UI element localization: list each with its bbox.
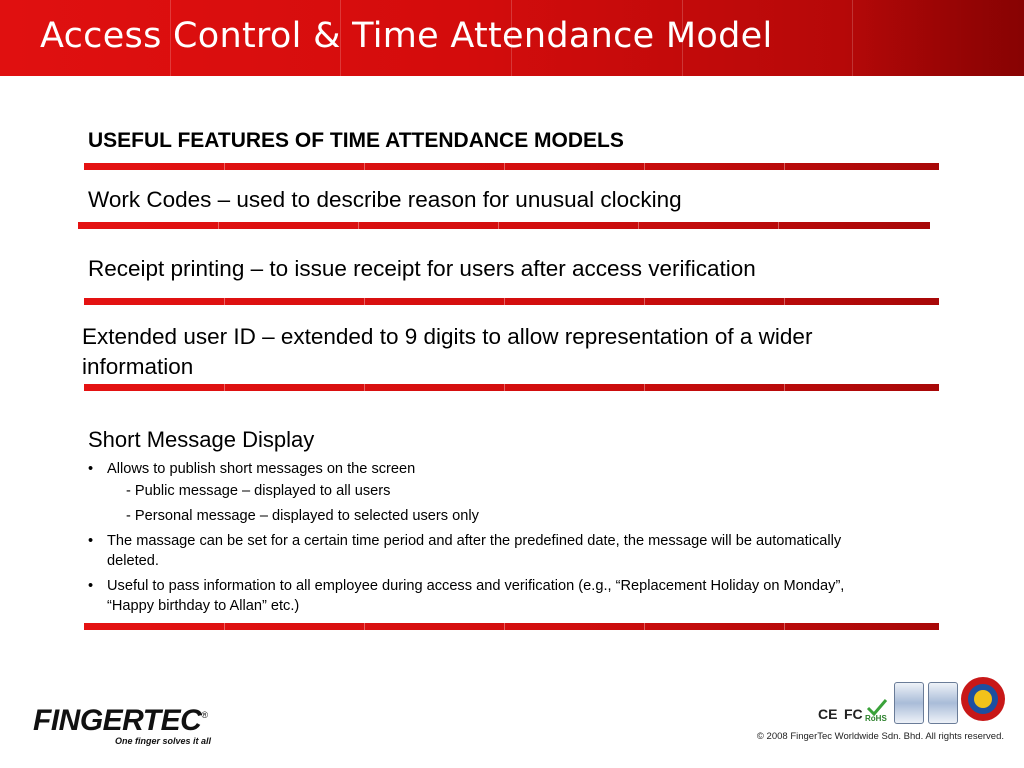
bullet-item (88, 531, 888, 571)
feature-work-codes: Work Codes – used to describe reason for unusual clocking (88, 187, 682, 212)
feature-short-message-title: Short Message Display (88, 427, 315, 452)
bullet-dot: • (88, 578, 94, 594)
fc-mark-icon: FC (844, 706, 863, 722)
bullet-text: Allows to publish short messages on the screen (107, 461, 416, 477)
fingertec-logo (33, 706, 233, 746)
divider-bar (84, 298, 939, 305)
sub-item-personal: - Personal message – displayed to selected users only (126, 508, 479, 524)
rohs-icon (864, 698, 890, 722)
feature-extended-user-id: Extended user ID – extended to 9 digits to allow representation of a wider information (82, 324, 813, 379)
certificate-badge-icon (928, 682, 958, 724)
certificate-badge-icon (894, 682, 924, 724)
divider-bar (84, 384, 939, 391)
banner-shade (844, 0, 1024, 76)
bullet-text: The massage can be set for a certain time period and after the predefined date, the message will be automatically deleted. (107, 533, 842, 569)
sub-list (107, 481, 888, 526)
feature-receipt-printing: Receipt printing – to issue receipt for users after access verification (88, 256, 756, 281)
logo-tagline: One finger solves it all (115, 736, 212, 746)
sub-item-public: - Public message – displayed to all users (126, 483, 391, 499)
copyright-notice: © 2008 FingerTec Worldwide Sdn. Bhd. All rights reserved. (756, 731, 1004, 742)
made-in-malaysia-seal-icon (960, 676, 1006, 722)
svg-text:RoHS: RoHS (865, 714, 887, 722)
short-message-bullets (88, 459, 888, 621)
divider-bar (78, 222, 930, 229)
certification-badges (818, 676, 1008, 726)
bullet-dot: • (88, 461, 94, 477)
bullet-text: Useful to pass information to all employee during access and verification (e.g., “Replacement Holiday on Monday”, “Happy birthday to Allan” etc.) (107, 578, 845, 614)
bullet-dot: • (88, 533, 94, 549)
header-banner (0, 0, 1024, 76)
bullet-item (88, 576, 888, 616)
divider-bar (84, 623, 939, 630)
slide-title: Access Control & Time Attendance Model (40, 16, 773, 56)
section-heading: USEFUL FEATURES OF TIME ATTENDANCE MODELS (88, 129, 624, 152)
bullet-item (88, 459, 888, 526)
ce-mark-icon: CE (818, 706, 838, 722)
logo-wordmark: FINGERTEC® (33, 704, 208, 737)
divider-bar (84, 163, 939, 170)
